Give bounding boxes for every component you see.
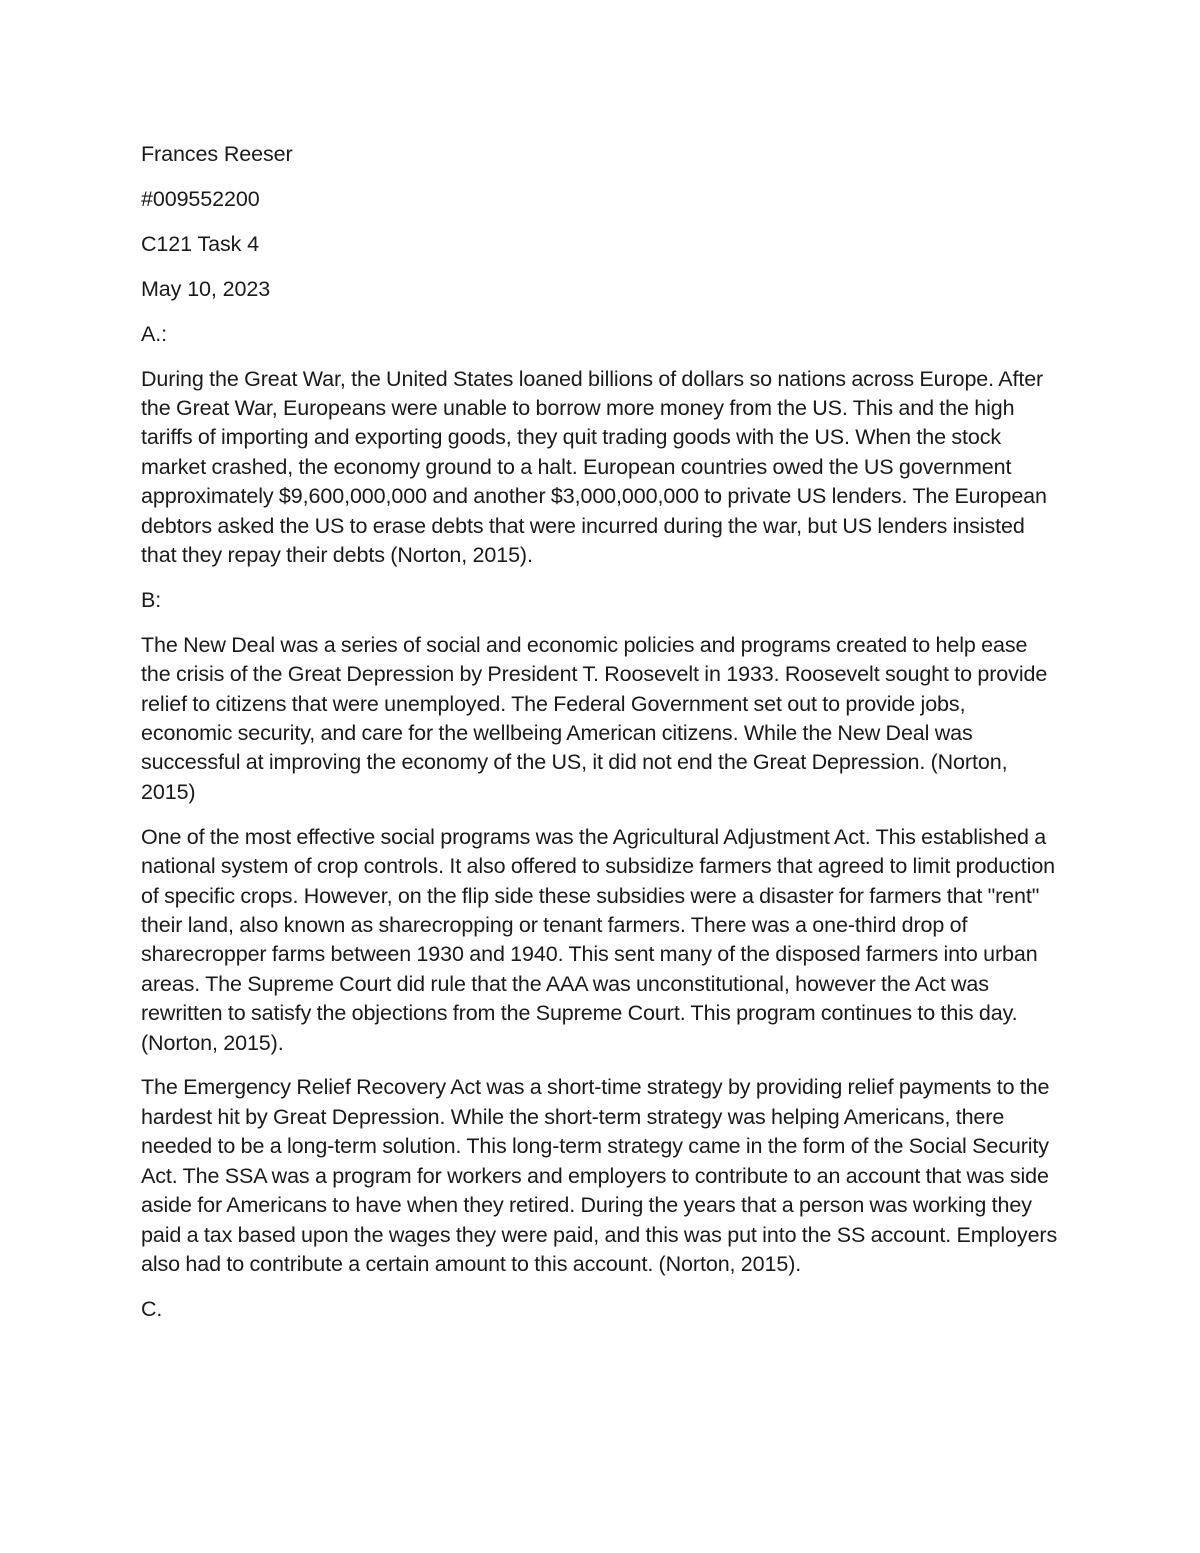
section-b-paragraph-3: The Emergency Relief Recovery Act was a short-time strategy by providing relief payments to the hardest hit by Great Depression. While the short-term strategy was helping Americans, there needed to be a long-term solution. This long-term strategy came in the form of the Social Security Act. The SSA was a program for workers and employers to contribute to an account that was side aside for Americans to have when they retired. During the years that a person was working they paid a tax based upon the wages they were paid, and this was put into the SS account. Employers also had to contribute a certain amount to this account. (Norton, 2015). [141, 1075, 1058, 1276]
document-date: May 10, 2023 [141, 276, 271, 301]
course-task: C121 Task 4 [141, 231, 260, 256]
document-body [141, 140, 1061, 1340]
section-a-paragraph-1: During the Great War, the United States loaned billions of dollars so nations across Europe. After the Great War, Europeans were unable to borrow more money from the US. This and the high tariffs of importing and exporting goods, they quit trading goods with the US. When the stock market crashed, the economy ground to a halt. European countries owed the US government approximately $9,600,000,000 and another $3,000,000,000 to private US lenders. The European debtors asked the US to erase debts that were incurred during the war, but US lenders insisted that they repay their debts (Norton, 2015). [141, 366, 1047, 567]
student-id: #009552200 [141, 186, 260, 211]
section-c-label: C. [141, 1296, 163, 1321]
section-a-label: A.: [141, 321, 167, 346]
author-name: Frances Reeser [141, 142, 293, 166]
section-b-paragraph-2: One of the most effective social programs was the Agricultural Adjustment Act. This established a national system of crop controls. It also offered to subsidize farmers that agreed to limit production of specific crops. However, on the flip side these subsidies were a disaster for farmers that "rent" their land, also known as sharecropping or tenant farmers. There was a one-third drop of sharecropper farms between 1930 and 1940. This sent many of the disposed farmers into urban areas. The Supreme Court did rule that the AAA was unconstitutional, however the Act was rewritten to satisfy the objections from the Supreme Court. This program continues to this day. (Norton, 2015). [141, 824, 1056, 1055]
section-b-label: B: [141, 587, 162, 612]
section-b-paragraph-1: The New Deal was a series of social and economic policies and programs created to help ease the crisis of the Great Depression by President T. Roosevelt in 1933. Roosevelt sought to provide relief to citizens that were unemployed. The Federal Government set out to provide jobs, economic security, and care for the wellbeing American citizens. While the New Deal was successful at improving the economy of the US, it did not end the Great Depression. (Norton, 2015) [141, 632, 1048, 804]
